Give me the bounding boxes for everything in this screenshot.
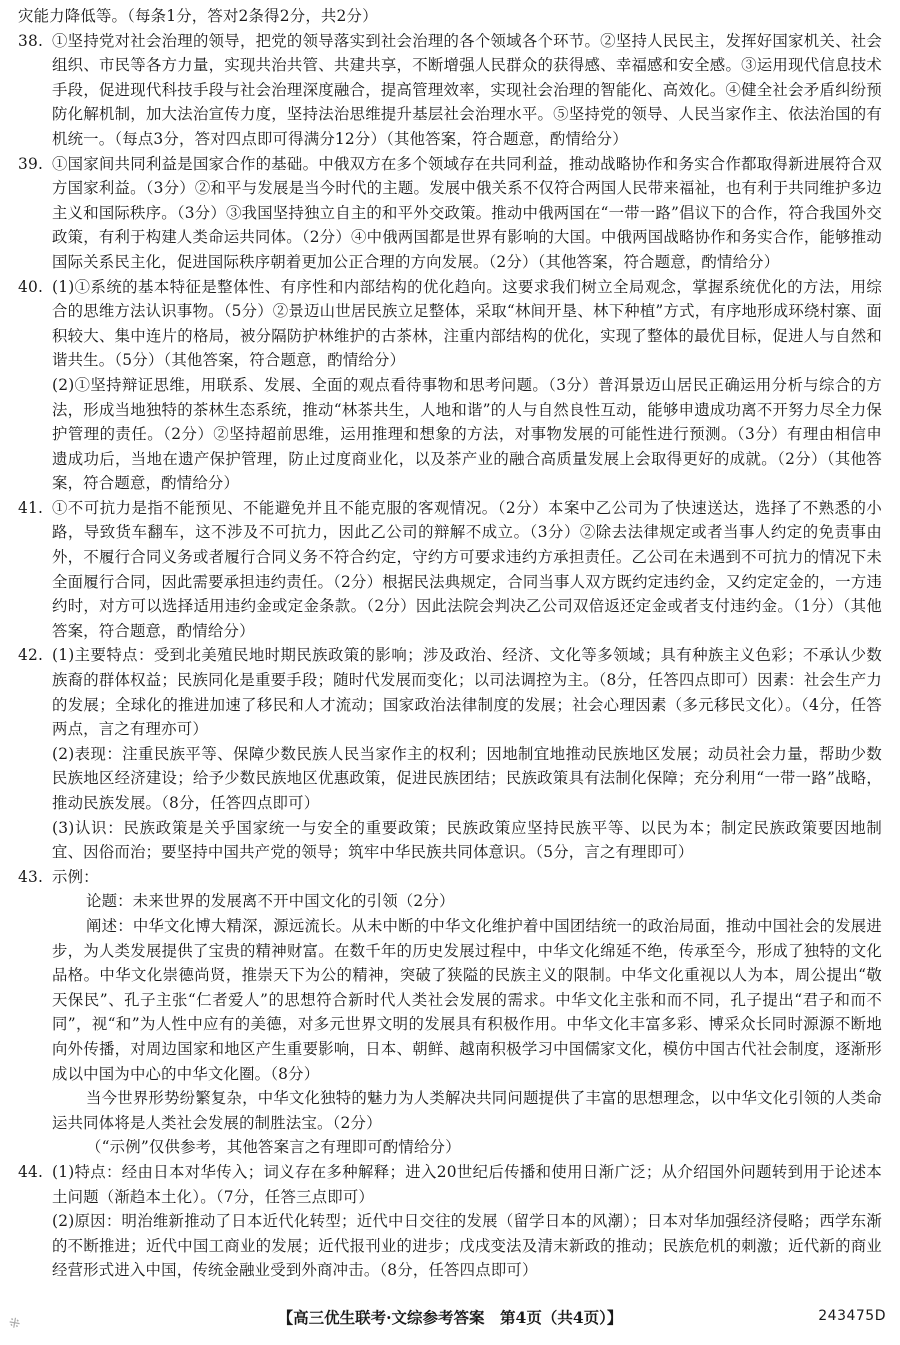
question-43 [18,865,882,890]
answer-part-2: (2)原因：明治维新推动了日本近代化转型；近代中日交往的发展（留学日本的风潮）；日本对华加强经济侵略；西学东渐的不断推进；近代中国工商业的发展；近代报刊业的进步；戊戌变法及清末新政的推动；民族危机的刺激；近代新的商业经营形式进入中国，传统金融业受到外商冲击。（8分，任答四点即可） [52,1212,882,1280]
question-number: 41. [18,498,44,517]
answer-content [18,4,882,1283]
question-number: 40. [18,277,44,296]
page-footer [0,1304,900,1334]
essay-note: （“示例”仅供参考，其他答案言之有理即可酌情给分） [86,1138,461,1157]
answer-part-1: (1)特点：经由日本对华传入；词义存在多种解释；进入20世纪后传播和使用日渐广泛；从介绍国外问题转到用于论述本土问题（渐趋本土化）。（7分，任答三点即可） [52,1162,882,1206]
question-number: 38. [18,31,44,50]
question-41 [18,496,882,644]
example-label: 示例： [52,867,99,886]
document-code: 243475D [818,1308,886,1324]
question-38 [18,29,882,152]
question-42 [18,643,882,864]
question-number: 44. [18,1162,44,1181]
question-44 [18,1160,882,1283]
answer-part-1: (1)①系统的基本特征是整体性、有序性和内部结构的优化趋向。这要求我们树立全局观念，掌握系统优化的方法，用综合的思维方法认识事物。（5分）②景迈山世居民族立足整体，采取“林间开垦、林下种植”方式，有序地形成环绕村寨、面积较大、集中连片的格局，被分隔防护林维护的古茶林，注重内部结构的优化，实现了整体的最优目标，促进人与自然和谐共生。（5分）（其他答案，符合题意，酌情给分） [52,277,882,370]
question-40 [18,275,882,496]
essay-conclusion: 当今世界形势纷繁复杂，中华文化独特的魅力为人类解决共同问题提供了丰富的思想理念，以中华文化引领的人类命运共同体将是人类社会发展的制胜法宝。（2分） [52,1089,882,1132]
essay-thesis: 论题：未来世界的发展离不开中国文化的引领（2分） [86,892,455,911]
answer-text: ①坚持党对社会治理的领导，把党的领导落实到社会治理的各个领域各个环节。②坚持人民民主，发挥好国家机关、社会组织、市民等各方力量，实现共治共管、共建共享，不断增强人民群众的获得感、幸福感和安全感。③运用现代信息技术手段，促进现代科技手段与社会治理深度融合，提高管理效率，实现社会治理的智能化、高效化。④健全社会矛盾纠纷预防化解机制，加大法治宣传力度，坚持法治思维提升基层社会治理水平。⑤坚持党的领导、人民当家作主、依法治国的有机统一。（每点3分，答对四点即可得满分12分）（其他答案，符合题意，酌情给分） [52,31,882,148]
question-number: 43. [18,867,44,886]
answer-text: ①国家间共同利益是国家合作的基础。中俄双方在多个领域存在共同利益，推动战略协作和务实合作都取得新进展符合双方国家利益。（3分）②和平与发展是当今时代的主题。发展中俄关系不仅符合两国人民带来福祉，也有利于共同维护多边主义和国际秩序。（3分）③我国坚持独立自主的和平外交政策。推动中俄两国在“一带一路”倡议下的合作，符合我国外交政策，有利于构建人类命运共同体。（2分）④中俄两国都是世界有影响的大国。中俄两国战略协作和务实合作，能够推动国际关系民主化，促进国际秩序朝着更加公正合理的方向发展。（2分）（其他答案，符合题意，酌情给分） [52,154,882,271]
footer-title: 【高三优生联考·文综参考答案 第4页（共4页）】 [277,1308,623,1327]
question-number: 39. [18,154,44,173]
essay-argument: 阐述：中华文化博大精深，源远流长。从未中断的中华文化维护着中国团结统一的政治局面，推动中国社会的发展进步，为人类发展提供了宝贵的精神财富。在数千年的历史发展过程中，中华文化绵延不绝，传承至今，形成了独特的文化品格。中华文化崇德尚贤，推崇天下为公的精神，突破了狭隘的民族主义的限制。中华文化重视以人为本，周公提出“敬天保民”、孔子主张“仁者爱人”的思想符合新时代人类社会发展的需求。中华文化主张和而不同，孔子提出“君子和而不同”，视“和”为人性中应有的美德，对多元世界文明的发展具有积极作用。中华文化丰富多彩、博采众长同时源源不断地向外传播，对周边国家和地区产生重要影响，日本、朝鲜、越南积极学习中国儒家文化，模仿中国古代社会制度，逐渐形成以中国为中心的中华文化圈。（8分） [52,916,882,1083]
question-number: 42. [18,646,44,665]
q37-tail: 灾能力降低等。（每条1分，答对2条得2分，共2分） [18,7,378,25]
answer-part-3: (3)认识：民族政策是关乎国家统一与安全的重要政策；民族政策应坚持民族平等、以民为本；制定民族政策要因地制宜、因俗而治；要坚持中国共产党的领导；筑牢中华民族共同体意识。（5分，言之有理即可） [52,818,882,862]
answer-text: ①不可抗力是指不能预见、不能避免并且不能克服的客观情况。（2分）本案中乙公司为了快速送达，选择了不熟悉的小路，导致货车翻车，这不涉及不可抗力，因此乙公司的辩解不成立。（3分）②除去法律规定或者当事人约定的免责事由外，不履行合同义务或者履行合同义务不符合约定，守约方可要求违约方承担责任。乙公司在未遇到不可抗力的情况下未全面履行合同，因此需要承担违约责任。（2分）根据民法典规定，合同当事人双方既约定违约金，又约定定金的，一方违约时，对方可以选择适用违约金或定金条款。（2分）因此法院会判决乙公司双倍返还定金或者支付违约金。（1分）（其他答案，符合题意，酌情给分） [52,498,882,640]
answer-part-2: (2)①坚持辩证思维，用联系、发展、全面的观点看待事物和思考问题。（3分）普洱景迈山居民正确运用分析与综合的方法，形成当地独特的茶林生态系统，推动“林茶共生，人地和谐”的人与自然良性互动，能够申遗成功离不开努力尽全力保护管理的责任。（2分）②坚持超前思维，运用推理和想象的方法，对事物发展的可能性进行预测。（3分）有理由相信申遗成功后，当地在遗产保护管理，防止过度商业化，以及茶产业的融合高质量发展上会取得更好的成就。（2分）（其他答案，符合题意，酌情给分） [52,375,882,493]
answer-part-2: (2)表现：注重民族平等、保障少数民族人民当家作主的权利；因地制宜地推动民族地区发展；动员社会力量，帮助少数民族地区经济建设；给予少数民族地区优惠政策，促进民族团结；民族政策具有法制化保障；充分利用“一带一路”战略，推动民族发展。（8分，任答四点即可） [52,744,882,812]
answer-part-1: (1)主要特点：受到北美殖民地时期民族政策的影响；涉及政治、经济、文化等多领域；具有种族主义色彩；不承认少数族裔的群体权益；民族同化是重要手段；随时代发展而变化；以司法调控为主。（8分，任答四点即可）因素：社会生产力的发展；全球化的推进加速了移民和人才流动；国家政治法律制度的发展；社会心理因素（多元移民文化）。（4分，任答两点，言之有理亦可） [52,646,882,739]
watermark-icon: ※ [5,1313,25,1334]
sample-essay [18,889,882,1160]
question-39 [18,152,882,275]
